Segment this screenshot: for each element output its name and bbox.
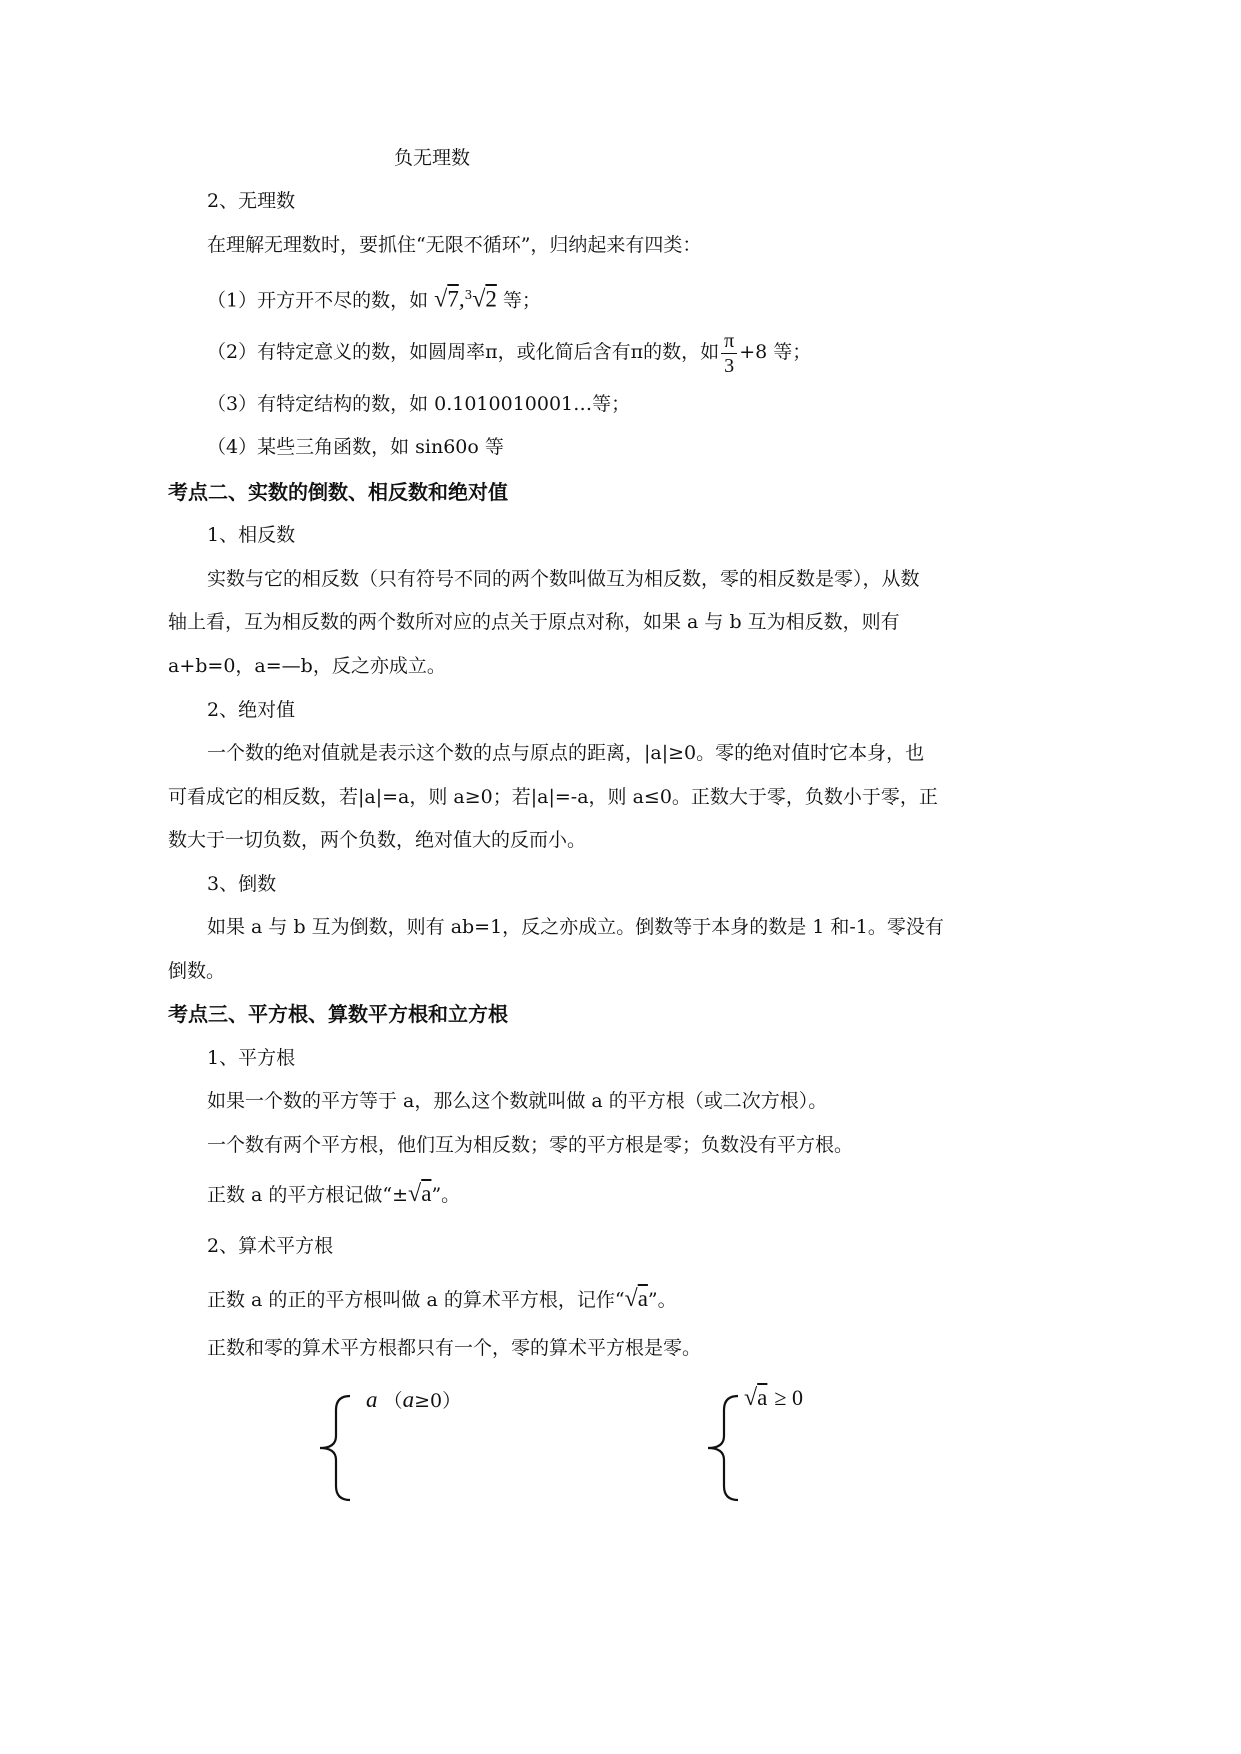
paragraph-square-root-notation [207, 1182, 460, 1207]
notation-suffix: ”。 [431, 1184, 461, 1206]
paragraph-irrational-intro: 在理解无理数时，要抓住“无限不循环”，归纳起来有四类： [207, 234, 702, 256]
item-special-meaning [207, 326, 811, 378]
sqrt-symbol: √ [744, 1385, 758, 1411]
paragraph-opposite-1: 实数与它的相反数（只有符号不同的两个数叫做互为相反数，零的相反数是零），从数 [207, 568, 920, 590]
item-special-text: （2）有特定意义的数，如圆周率π，或化简后含有π的数，如 [207, 341, 720, 363]
arithmetic-suffix: ”。 [647, 1289, 677, 1311]
sqrt-symbol: √ [408, 1181, 422, 1207]
sqrt-symbol: √ [434, 286, 448, 313]
left-brace-icon [312, 1392, 356, 1504]
section-heading-3: 考点三、平方根、算数平方根和立方根 [168, 1002, 508, 1026]
subheading-reciprocal: 3、倒数 [207, 873, 277, 895]
subheading-square-root: 1、平方根 [207, 1047, 296, 1069]
fraction-denominator: 3 [724, 354, 735, 377]
paragraph-opposite-2: 轴上看，互为相反数的两个数所对应的点关于原点对称，如果 a 与 b 互为相反数，则有 [168, 611, 900, 633]
case-a-condition-var: a [402, 1387, 415, 1412]
sqrt-seven-value: 7 [447, 286, 459, 312]
fraction-pi-over-3 [721, 329, 737, 378]
text-negative-irrational: 负无理数 [394, 147, 471, 169]
comma-separator: , [458, 286, 465, 312]
item-roots-text: （1）开方开不尽的数，如 [207, 289, 429, 312]
section-heading-2: 考点二、实数的倒数、相反数和绝对值 [168, 480, 508, 504]
item-roots-suffix: 等； [502, 289, 541, 312]
nonnegative-condition: ≥ 0 [774, 1385, 803, 1410]
case-a-expression [366, 1388, 461, 1413]
subheading-irrational-numbers: 2、无理数 [207, 190, 296, 212]
paragraph-square-root-1: 如果一个数的平方等于 a，那么这个数就叫做 a 的平方根（或二次方根）。 [207, 1090, 828, 1112]
case-a-paren: （ [383, 1390, 403, 1412]
right-brace-icon [700, 1392, 744, 1504]
item-special-structure: （3）有特定结构的数，如 0.1010010001…等； [207, 393, 631, 415]
item-special-suffix: +8 等； [739, 341, 812, 363]
paragraph-opposite-3: a+b=0，a=—b，反之亦成立。 [168, 655, 446, 677]
sqrt-a-value: a [637, 1286, 648, 1311]
paragraph-arithmetic-root-1 [207, 1287, 677, 1312]
paragraph-arithmetic-root-2: 正数和零的算术平方根都只有一个，零的算术平方根是零。 [207, 1337, 702, 1359]
sqrt-a-value: a [757, 1385, 768, 1410]
paragraph-absolute-1: 一个数的绝对值就是表示这个数的点与原点的距离，|a|≥0。零的绝对值时它本身，也 [207, 742, 925, 764]
case-a-value: a [366, 1387, 378, 1412]
cbrt-two-value: 2 [485, 286, 497, 312]
paragraph-reciprocal-1: 如果 a 与 b 互为倒数，则有 ab=1，反之亦成立。倒数等于本身的数是 1 和-1。零没有 [207, 916, 944, 938]
item-trig-functions: （4）某些三角函数，如 sin60o 等 [207, 436, 504, 458]
sqrt-a-value: a [421, 1181, 432, 1206]
case-a-condition: ≥0） [414, 1390, 462, 1412]
paragraph-square-root-2: 一个数有两个平方根，他们互为相反数；零的平方根是零；负数没有平方根。 [207, 1134, 854, 1156]
subheading-arithmetic-root: 2、算术平方根 [207, 1235, 334, 1257]
item-roots [207, 283, 541, 312]
sqrt-symbol: √ [624, 1286, 638, 1312]
cube-root-index: 3 [464, 288, 473, 302]
notation-text: 正数 a 的平方根记做“± [207, 1184, 409, 1206]
paragraph-absolute-2: 可看成它的相反数，若|a|=a，则 a≥0；若|a|=-a，则 a≤0。正数大于零，负数小于零，正 [168, 786, 938, 808]
arithmetic-text: 正数 a 的正的平方根叫做 a 的算术平方根，记作“ [207, 1289, 625, 1311]
cbrt-symbol: √ [472, 286, 486, 313]
paragraph-absolute-3: 数大于一切负数，两个负数，绝对值大的反而小。 [168, 829, 587, 851]
fraction-numerator: π [721, 329, 737, 354]
sqrt-nonnegative-expression [744, 1386, 803, 1411]
paragraph-reciprocal-2: 倒数。 [168, 960, 226, 982]
subheading-opposite: 1、相反数 [207, 524, 296, 546]
subheading-absolute-value: 2、绝对值 [207, 699, 296, 721]
